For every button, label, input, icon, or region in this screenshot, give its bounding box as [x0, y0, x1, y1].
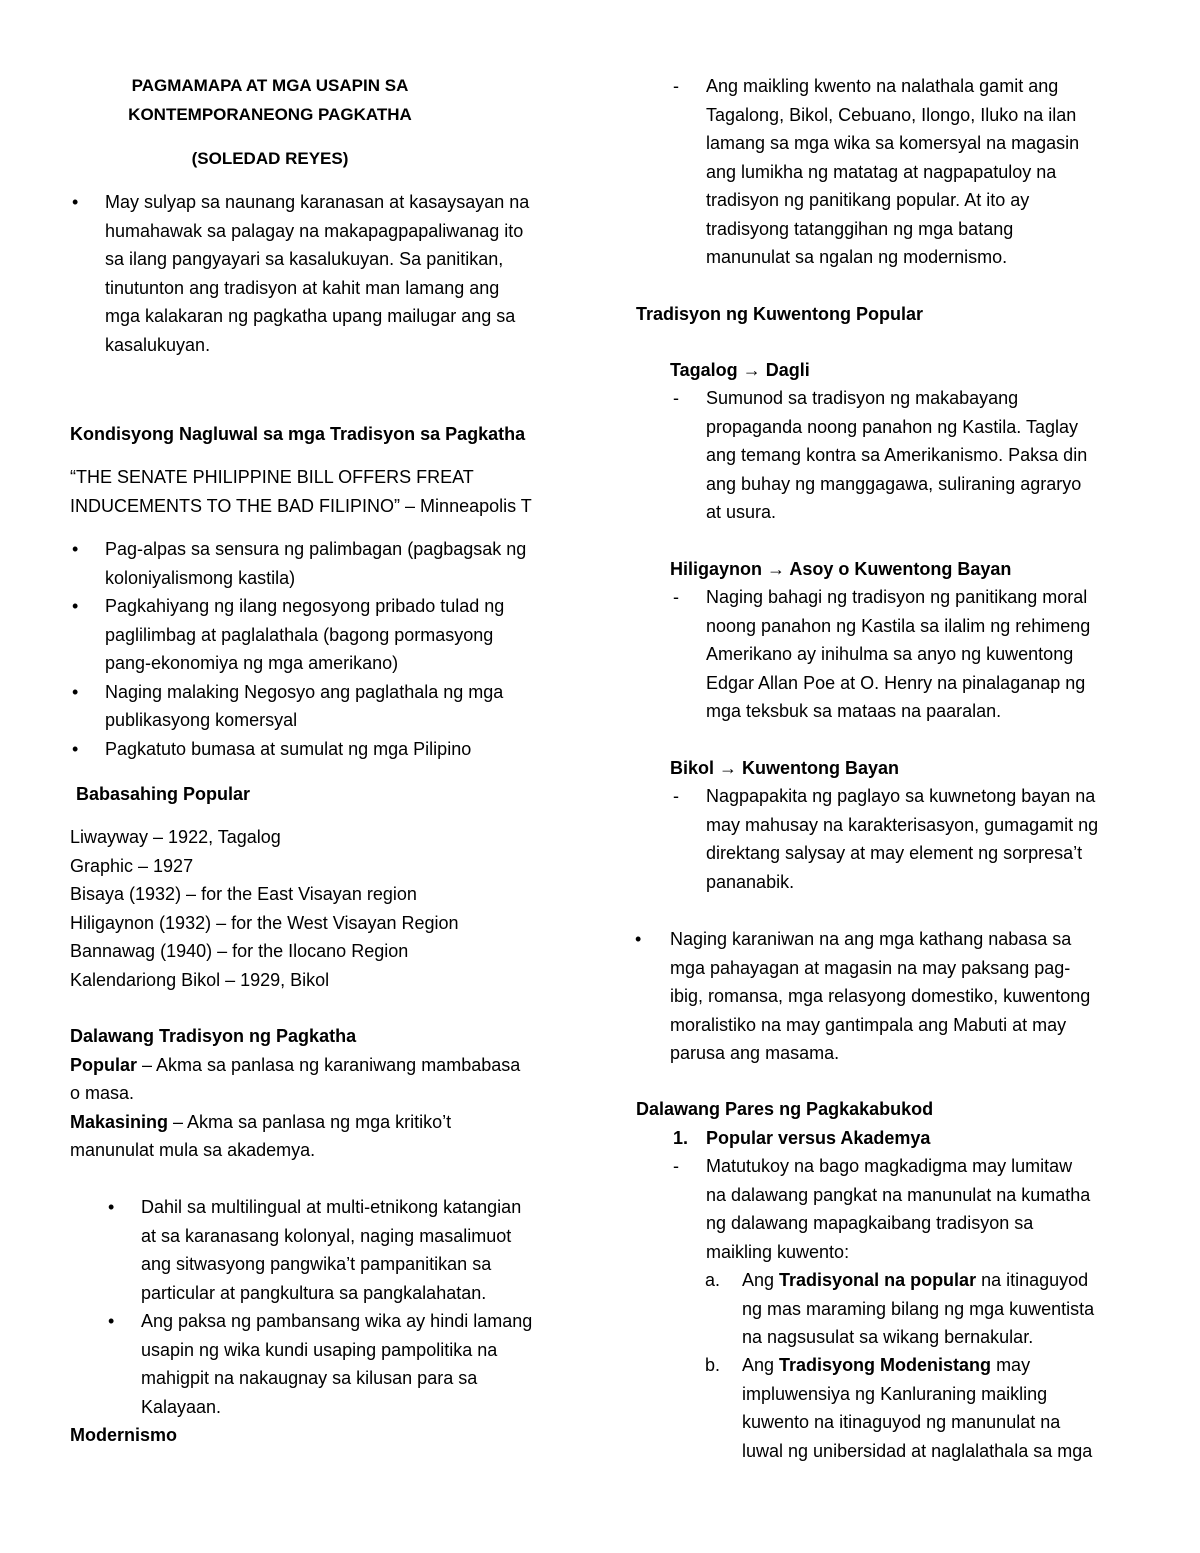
dalawang-tradisyon-section: [70, 1022, 570, 1165]
intro-bullet: [72, 188, 575, 359]
dalawang-heading: Dalawang Tradisyon ng Pagkatha: [70, 1026, 357, 1046]
dash-marker: -: [673, 388, 679, 408]
item-a: [705, 1266, 1162, 1352]
text-line: at usura.: [706, 502, 777, 522]
text-line: ang sitwasyong pangwika’t pampanitikan sa: [141, 1254, 492, 1274]
babasahin-heading: Babasahing Popular: [76, 784, 251, 804]
quote-line-2: INDUCEMENTS TO THE BAD FILIPINO” – Minneapolis T: [70, 495, 532, 516]
babasahin-item: Bisaya (1932) – for the East Visayan region: [70, 884, 417, 904]
makasining-def-cont: manunulat mula sa akademya.: [70, 1140, 316, 1160]
text-line: Matutukoy na bago magkadigma may lumitaw: [706, 1156, 1073, 1176]
lower-bullet-list: [108, 1193, 581, 1421]
arrow-right-icon: →: [719, 758, 738, 778]
text-line: Sumunod sa tradisyon ng makabayang: [706, 388, 1019, 408]
text-line: propaganda noong panahon ng Kastila. Taglay: [706, 416, 1078, 437]
hiligaynon-label: Hiligaynon: [670, 559, 763, 579]
dash-marker: -: [673, 76, 679, 96]
top-dash-item: [673, 72, 1156, 272]
text-line: Naging malaking Negosyo ang paglathala ng mga: [105, 681, 504, 702]
bikol-dash-item: [673, 782, 1156, 896]
item-b-pre: Ang: [742, 1355, 780, 1375]
kondisyon-bullet: [72, 535, 575, 592]
text-line: ibig, romansa, mga relasyong domestiko, kuwentong: [670, 986, 1091, 1006]
dash-marker: -: [673, 1156, 679, 1176]
babasahin-item: Liwayway – 1922, Tagalog: [70, 827, 281, 847]
item-b-rest: [742, 1380, 1162, 1466]
item-1-dash-item: [673, 1152, 1156, 1266]
bikol-dash-text: [706, 782, 1156, 896]
tagalog-heading: [670, 356, 810, 385]
item-1: [673, 1124, 931, 1153]
text-line: at sa karanasang kolonyal, naging masalimuot: [141, 1225, 512, 1246]
kuwentong-bayan-label: Kuwentong Bayan: [742, 758, 900, 778]
lower-bullet: [108, 1193, 581, 1307]
text-line: Kalayaan.: [141, 1396, 222, 1417]
text-line: mga kalakaran ng pagkatha upang mailugar ang sa: [105, 306, 516, 326]
bullet-icon: •: [72, 539, 79, 559]
arrow-right-icon: →: [742, 360, 761, 380]
text-line: ang lumikha ng matatag at nagpapatuloy na: [706, 161, 1057, 182]
item-1-number: 1.: [673, 1128, 689, 1148]
text-line: Ang paksa ng pambansang wika ay hindi lamang: [141, 1311, 533, 1331]
title-line-1: PAGMAMAPA AT MGA USAPIN SA: [131, 76, 409, 95]
document-title: [70, 72, 470, 129]
quote-line-1: “THE SENATE PHILIPPINE BILL OFFERS FREAT: [70, 467, 474, 487]
lower-bullet: [108, 1307, 581, 1421]
text-line: May sulyap sa naunang karanasan at kasaysayan na: [105, 192, 530, 212]
text-line: Tagalong, Bikol, Cebuano, Ilongo, Iluko na ilan: [706, 104, 1077, 125]
tagalog-label: Tagalog: [670, 360, 738, 380]
naging-bullet-text: [670, 925, 1150, 1068]
text-line: Pagkahiyang ng ilang negosyong pribado tulad ng: [105, 596, 505, 616]
asoy-label: Asoy o Kuwentong Bayan: [789, 559, 1012, 579]
babasahin-item: Hiligaynon (1932) – for the West Visayan Region: [70, 912, 459, 933]
text-line: kasalukuyan.: [105, 334, 211, 355]
item-b: [705, 1351, 1162, 1465]
babasahin-item: Bannawag (1940) – for the Ilocano Region: [70, 941, 409, 961]
text-line: na nagsusulat sa wikang bernakular.: [742, 1327, 1034, 1347]
text-line: kuwento na itinaguyod ng manunulat na: [742, 1412, 1061, 1432]
text-line: Naging karaniwan na ang mga kathang nabasa sa: [670, 929, 1072, 949]
text-line: usapin ng wika kundi usaping pampolitika na: [141, 1339, 498, 1360]
text-line: moralistiko na may gantimpala ang Mabuti at may: [670, 1014, 1067, 1035]
popular-def-text: – Akma sa panlasa ng karaniwang mambabasa: [137, 1054, 521, 1075]
kondisyon-bullet: [72, 678, 575, 735]
makasining-definition: [70, 1108, 570, 1137]
item-a-post: na itinaguyod: [976, 1270, 1089, 1290]
text-line: publikasyong komersyal: [105, 710, 298, 730]
popular-def-cont: o masa.: [70, 1083, 135, 1103]
text-line: paglilimbag at paglalathala (bagong pormasyong: [105, 624, 494, 645]
item-b-bold: Tradisyong Modenistang: [779, 1355, 992, 1375]
text-line: noong panahon ng Kastila sa ilalim ng rehimeng: [706, 615, 1091, 636]
naging-bullet: [635, 925, 1150, 1068]
babasahin-list: [70, 823, 459, 994]
text-line: Dahil sa multilingual at multi-etnikong katangian: [141, 1197, 522, 1217]
item-a-rest: [742, 1295, 1162, 1352]
text-line: pang-ekonomiya ng mga amerikano): [105, 653, 399, 673]
pares-heading: Dalawang Pares ng Pagkakabukod: [636, 1099, 934, 1119]
text-line: impluwensiya ng Kanluraning maikling: [742, 1383, 1048, 1404]
arrow-right-icon: →: [767, 559, 786, 579]
popular-term: Popular: [70, 1054, 138, 1075]
text-line: pananabik.: [706, 871, 795, 892]
modernismo-heading: Modernismo: [70, 1425, 178, 1445]
text-line: Edgar Allan Poe at O. Henry na pinalaganap ng: [706, 672, 1086, 693]
text-line: ang temang kontra sa Amerikanismo. Paksa din: [706, 445, 1088, 465]
bullet-icon: •: [72, 192, 79, 212]
bikol-heading: [670, 754, 899, 783]
makasining-term: Makasining: [70, 1111, 169, 1132]
item-a-label: a.: [705, 1270, 721, 1290]
makasining-def-text: – Akma sa panlasa ng mga kritiko’t: [168, 1111, 452, 1132]
intro-bullet-text: [105, 188, 575, 359]
tradisyon-heading: Tradisyon ng Kuwentong Popular: [636, 304, 924, 324]
text-line: humahawak sa palagay na makapagpapaliwanag ito: [105, 220, 524, 241]
text-line: tradisyon ng panitikang popular. At ito ay: [706, 190, 1030, 210]
author: (SOLEDAD REYES): [191, 149, 349, 168]
text-line: Ang maikling kwento na nalathala gamit ang: [706, 76, 1059, 96]
bullet-icon: •: [72, 596, 79, 616]
text-line: particular at pangkultura sa pangkalahatan.: [141, 1282, 487, 1303]
text-line: Amerikano ay inihulma sa anyo ng kuwentong: [706, 644, 1074, 664]
kondisyon-heading: Kondisyong Nagluwal sa mga Tradisyon sa Pagkatha: [70, 424, 526, 444]
text-line: na dalawang pangkat na manunulat na kumatha: [706, 1184, 1091, 1205]
text-line: koloniyalismong kastila): [105, 567, 296, 588]
text-line: Pagkatuto bumasa at sumulat ng mga Pilipino: [105, 738, 472, 759]
dash-marker: -: [673, 587, 679, 607]
babasahin-item: Graphic – 1927: [70, 855, 194, 876]
text-line: sa ilang pangyayari sa kasalukuyan. Sa panitikan,: [105, 249, 504, 269]
text-line: manunulat sa ngalan ng modernismo.: [706, 247, 1008, 267]
text-line: luwal ng unibersidad at naglalathala sa mga: [742, 1440, 1093, 1461]
text-line: tradisyong tatanggihan ng mga batang: [706, 218, 1014, 239]
popular-definition: [70, 1051, 570, 1080]
hiligaynon-dash-item: [673, 583, 1156, 726]
top-dash-text: [706, 72, 1156, 272]
text-line: mga pahayagan at magasin na may paksang pag-: [670, 957, 1071, 978]
hiligaynon-dash-text: [706, 583, 1156, 726]
tagalog-dash-item: [673, 384, 1156, 527]
item-a-first-line: [742, 1266, 1162, 1295]
bullet-icon: •: [635, 929, 642, 949]
text-line: Pag-alpas sa sensura ng palimbagan (pagbagsak ng: [105, 539, 527, 559]
bullet-icon: •: [72, 681, 79, 702]
quote: [70, 463, 532, 520]
dagli-label: Dagli: [765, 360, 810, 380]
babasahin-item: Kalendariong Bikol – 1929, Bikol: [70, 969, 330, 990]
item-a-bold: Tradisyonal na popular: [779, 1270, 977, 1290]
dash-marker: -: [673, 786, 679, 806]
item-b-label: b.: [705, 1355, 721, 1375]
text-line: ang buhay ng manggagawa, suliraning agraryo: [706, 473, 1082, 494]
text-line: may mahusay na karakterisasyon, gumagamit ng: [706, 814, 1099, 835]
item-a-pre: Ang: [742, 1270, 780, 1290]
text-line: ng dalawang mapagkaibang tradisyon sa: [706, 1213, 1034, 1233]
kondisyon-bullet: [72, 735, 575, 764]
bullet-icon: •: [72, 738, 79, 759]
kondisyon-bullet: [72, 592, 575, 678]
item-b-post: may: [991, 1355, 1031, 1375]
text-line: tinutunton ang tradisyon at kahit man lamang ang: [105, 277, 500, 298]
tagalog-dash-text: [706, 384, 1156, 527]
text-line: mga teksbuk sa mataas na paaralan.: [706, 701, 1002, 721]
hiligaynon-heading: [670, 555, 1011, 584]
item-b-first-line: [742, 1351, 1162, 1380]
text-line: ng mas maraming bilang ng mga kuwentista: [742, 1298, 1095, 1319]
title-line-2: KONTEMPORANEONG PAGKATHA: [128, 104, 412, 124]
item-1-label: Popular versus Akademya: [706, 1128, 931, 1148]
item-1-dash-text: [706, 1152, 1156, 1266]
text-line: parusa ang masama.: [670, 1043, 840, 1063]
text-line: direktang salysay at may element ng sorpresa’t: [706, 843, 1083, 863]
text-line: lamang sa mga wika sa komersyal na magasin: [706, 133, 1080, 153]
text-line: Naging bahagi ng tradisyon ng panitikang moral: [706, 587, 1088, 607]
text-line: Nagpapakita ng paglayo sa kuwnetong bayan na: [706, 786, 1096, 806]
bullet-icon: •: [108, 1311, 115, 1331]
text-line: mahigpit na nakaugnay sa kilusan para sa: [141, 1368, 478, 1388]
kondisyon-bullet-list: [72, 535, 575, 763]
text-line: maikling kuwento:: [706, 1241, 850, 1262]
bullet-icon: •: [108, 1197, 115, 1217]
bikol-label: Bikol: [670, 758, 715, 778]
